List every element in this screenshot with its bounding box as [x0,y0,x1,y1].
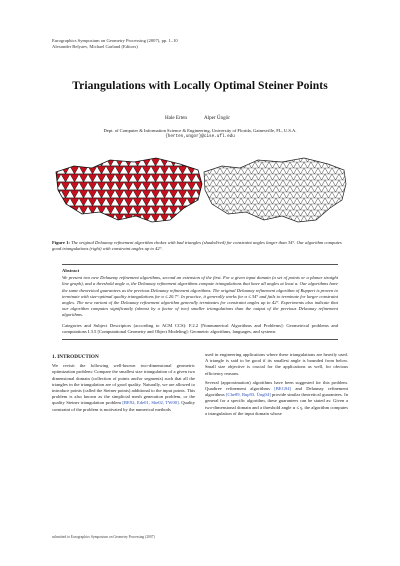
citation-link[interactable]: [Che89, Rup93, Üng04] [225,392,271,398]
abstract-heading: Abstract [62,268,80,273]
teaser-figure [52,150,348,232]
mesh-left [52,150,202,232]
abstract-block [62,268,338,335]
affiliation-block [0,128,400,140]
venue-header [52,38,178,50]
abstract-body: We present two new Delaunay refinement algorithms, second an extension of the first. For a given input domain (a set of points or a planar straight line graph), and a threshold angle α, the Delaunay refinement algorithms compute triangulations that have all angles at least α. Our algorithms have the same theoretical guarantees as the previous Delaunay refinement algorithms. The original Delaunay refinement algorithm of Ruppert is proven to terminate with size-optimal quality triangulations for α ≤ 20.7°. In practice, it generally works for α ≤ 34° and fails to terminate for larger constraint angles. The new variant of the Delaunay refinement algorithm generally terminates for constraint angles up to 42°. Experiments also indicate that our algorithm computes significantly (almost by a factor of two) smaller triangulations than the output of the previous Delaunay refinement algorithms. [62,275,338,318]
author-2: Alper Üngör [204,115,230,121]
figure-label: Figure 1: [52,240,70,245]
submission-footnote: submitted to Eurographics Symposium on Geometry Processing (2007) [52,535,155,539]
affiliation: Dept. of Computer & Information Science & Engineering, University of Florida, Gainesville, FL, U.S.A. [103,128,297,133]
section-heading: 1. INTRODUCTION [52,354,99,360]
author-1: Hale Erten [165,115,187,121]
paper-title: Triangulations with Locally Optimal Steiner Points [72,79,328,92]
intro-paragraph-1: We revisit the following well-known two-dimensional geometric optimization problem: Compare the smallest size triangulation of a given two dimensional domain (collection of points and/or segments) such that all the triangles in the triangulation are of good quality. Naturally, we are allowed to introduce points (called the Steiner points) additional to the input points. This problem is also known as the simplicial mesh generation problem, or the quality Steiner triangulation problem [BE92, Ede01, She02, TW00]. Quality constraint of the problem is motivated by the numerical methods [52,363,196,412]
citation-link[interactable]: [BE92, Ede01, She02, TW00] [122,400,179,406]
mesh-comparison-image [52,150,348,232]
intro-paragraph-2: used in engineering applications where these triangulations are heavily used. A triangle is said to be good if its smallest angle is bounded from below. Small size objective is crucial for the applications as well, for obvious efficiency reasons. [205,352,348,376]
acm-categories: Categories and Subject Descriptors (according to ACM CCS): F.2.2 [Nonnumerical Algorithms and Problems]: Geometrical problems and computations I.3.5 [Computational Geometry and Object Modeling]: Geometric algorithms, languages, and systems [62,322,338,334]
abstract-top-rule [62,264,338,265]
venue-line-2: Alexander Belyaev, Michael Garland (Editors) [52,44,138,50]
citation-link[interactable]: [BEG94] [274,386,292,392]
figure-caption-text: The original Delaunay refinement algorithm chokes with bad triangles (shaded/red) for constraint angles larger than 34°. Our algorithm computes good triangulations (right) with constraint angles up to 42°. [52,240,342,252]
venue-line-1: Eurographics Symposium on Geometry Processing (2007), pp. 1–10 [52,38,178,43]
left-column [52,352,195,416]
abstract-bottom-rule [62,339,338,340]
right-column [205,352,348,420]
author-email: {herten,ungor}@cise.ufl.edu [165,134,235,140]
mesh-right [202,150,348,232]
figure-caption [52,240,348,253]
intro-paragraph-3: Several (approximation) algorithms have been suggested for this problem. Quadtree refinement algorithms [BEG94] and Delaunay refinement algorithms [Che89, Rup93, Üng04] provide similar theoretical guarantees. In general for a specific algorithm, these guarantees can be stated as: Given a two-dimensional domain and a threshold angle α ≤ γ, the algorithm computes a triangulation of the input domain whose [205,379,349,416]
